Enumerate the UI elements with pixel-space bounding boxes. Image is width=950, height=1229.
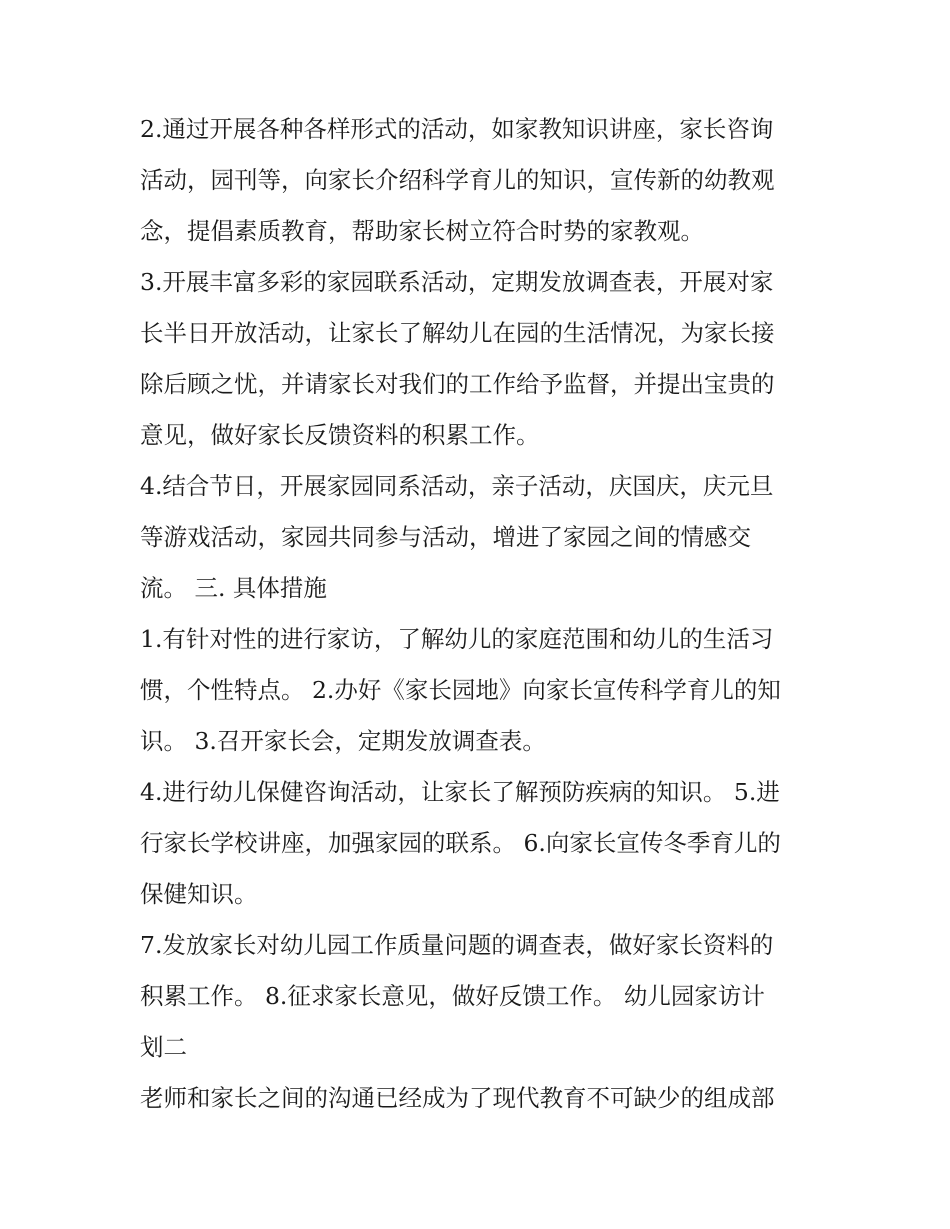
text-line: 老师和家长之间的沟通已经成为了现代教育不可缺少的组成部 [140,1084,775,1112]
text-line: 等游戏活动，家园共同参与活动，增进了家园之间的情感交 [140,523,751,551]
text-line: 2.通过开展各种各样形式的活动，如家教知识讲座，家长咨询 [140,115,774,143]
text-line: 4.进行幼儿保健咨询活动，让家长了解预防疾病的知识。 5.进 [140,778,780,806]
text-line: 划二 [140,1033,187,1061]
text-line: 活动，园刊等，向家长介绍科学育儿的知识，宣传新的幼教观 [140,166,775,194]
text-line: 除后顾之忧，并请家长对我们的工作给予监督，并提出宝贵的 [140,370,775,398]
text-line: 行家长学校讲座，加强家园的联系。 6.向家长宣传冬季育儿的 [140,829,781,857]
text-line: 3.开展丰富多彩的家园联系活动，定期发放调查表，开展对家 [140,268,774,296]
text-line: 保健知识。 [140,880,258,908]
text-line: 长半日开放活动，让家长了解幼儿在园的生活情况，为家长接 [140,319,775,347]
text-line: 惯，个性特点。 2.办好《家长园地》向家长宣传科学育儿的知 [140,676,781,704]
text-line: 意见，做好家长反馈资料的积累工作。 [140,421,540,449]
document-body [140,104,820,1124]
text-line: 7.发放家长对幼儿园工作质量问题的调查表，做好家长资料的 [140,931,774,959]
text-line: 1.有针对性的进行家访，了解幼儿的家庭范围和幼儿的生活习 [140,625,774,653]
text-line: 识。 3.召开家长会，定期发放调查表。 [140,727,546,755]
text-line: 积累工作。 8.征求家长意见，做好反馈工作。 幼儿园家访计 [140,982,765,1010]
text-line: 流。 三. 具体措施 [140,574,327,602]
text-line: 4.结合节日，开展家园同系活动，亲子活动，庆国庆，庆元旦 [140,472,774,500]
text-line: 念，提倡素质教育，帮助家长树立符合时势的家教观。 [140,217,704,245]
